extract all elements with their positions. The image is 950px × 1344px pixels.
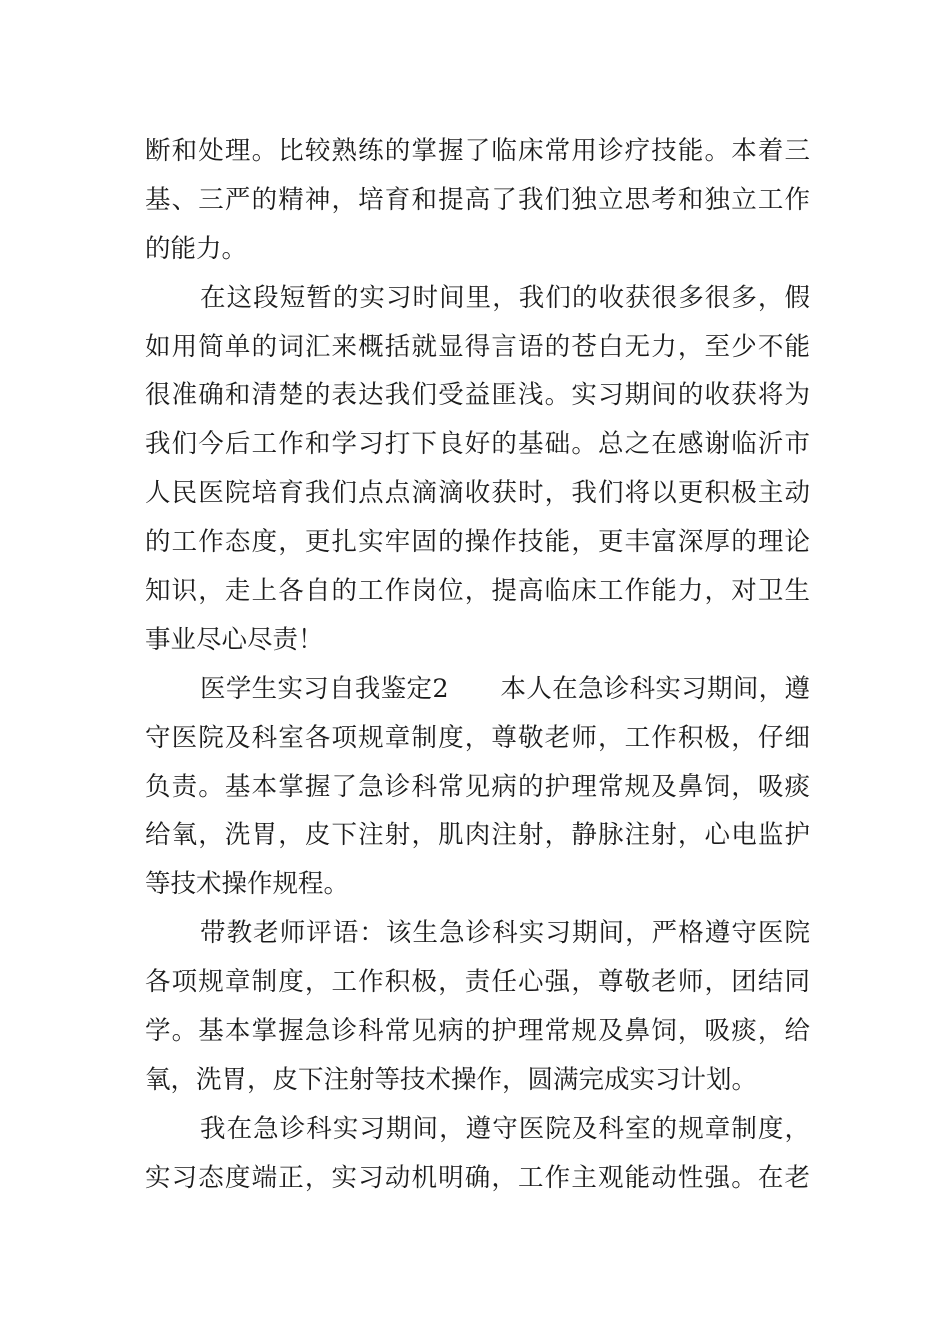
text-line: 基、三严的精神，培育和提高了我们独立思考和独立工作 xyxy=(145,184,810,215)
text-line: 实习态度端正，实习动机明确，工作主观能动性强。在老 xyxy=(145,1162,810,1193)
text-line: 各项规章制度，工作积极，责任心强，尊敬老师，团结同 xyxy=(145,967,810,998)
text-line: 给氧，洗胃，皮下注射，肌肉注射，静脉注射，心电监护 xyxy=(145,820,810,851)
text-line: 学。基本掌握急诊科常见病的护理常规及鼻饲，吸痰，给 xyxy=(145,1016,810,1047)
text-line: 带教老师评语：该生急诊科实习期间，严格遵守医院 xyxy=(200,918,810,949)
text-line: 的能力。 xyxy=(145,233,248,264)
text-line: 在这段短暂的实习时间里，我们的收获很多很多，假 xyxy=(200,282,810,313)
text-line: 我在急诊科实习期间，遵守医院及科室的规章制度， xyxy=(200,1113,810,1144)
text-line: 氧，洗胃，皮下注射等技术操作，圆满完成实习计划。 xyxy=(145,1064,758,1095)
text-line: 负责。基本掌握了急诊科常见病的护理常规及鼻饲，吸痰 xyxy=(145,771,810,802)
text-line: 事业尽心尽责！ xyxy=(145,624,324,655)
text-line: 我们今后工作和学习打下良好的基础。总之在感谢临沂市 xyxy=(145,429,810,460)
document-body xyxy=(145,127,810,1203)
text-line: 人民医院培育我们点点滴滴收获时，我们将以更积极主动 xyxy=(145,478,810,509)
text-line: 等技术操作规程。 xyxy=(145,869,350,900)
text-line: 的工作态度，更扎实牢固的操作技能，更丰富深厚的理论 xyxy=(145,527,810,558)
text-line: 如用简单的词汇来概括就显得言语的苍白无力，至少不能 xyxy=(145,331,810,362)
text-line: 断和处理。比较熟练的掌握了临床常用诊疗技能。本着三 xyxy=(145,136,810,166)
text-line: 医学生实习自我鉴定2 本人在急诊科实习期间，遵 xyxy=(200,673,810,704)
text-line: 很准确和清楚的表达我们受益匪浅。实习期间的收获将为 xyxy=(145,380,810,411)
text-line: 守医院及科室各项规章制度，尊敬老师，工作积极，仔细 xyxy=(145,722,810,753)
text-line: 知识，走上各自的工作岗位，提高临床工作能力，对卫生 xyxy=(145,576,810,607)
